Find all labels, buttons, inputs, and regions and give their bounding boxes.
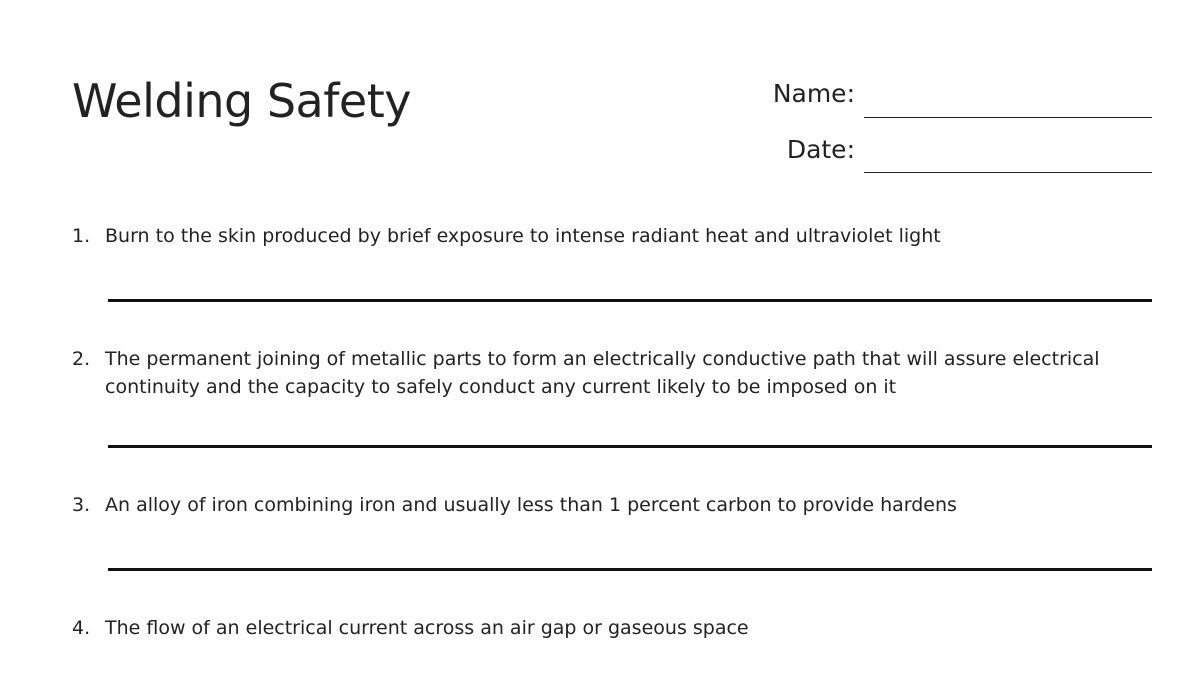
question-1 [72,222,1132,250]
answer-line-3[interactable] [108,568,1152,571]
answer-line-2[interactable] [108,445,1152,448]
date-label: Date: [786,135,855,164]
page-title: Welding Safety [72,74,411,128]
question-number: 3. [72,494,91,516]
date-label-wrap [700,135,855,167]
question-4 [72,614,1132,642]
name-label-wrap [700,79,855,111]
name-field[interactable] [864,117,1152,118]
question-3 [72,491,1132,519]
question-text: An alloy of iron combining iron and usually less than 1 percent carbon to provide hardens [105,494,957,516]
date-field[interactable] [864,172,1152,173]
question-2 [72,345,1132,401]
question-number: 4. [72,617,91,639]
name-label: Name: [772,79,855,108]
question-text: The flow of an electrical current across an air gap or gaseous space [105,617,749,639]
question-text: Burn to the skin produced by brief exposure to intense radiant heat and ultraviolet light [105,225,941,247]
question-number: 2. [72,348,91,370]
question-number: 1. [72,225,91,247]
question-text: The permanent joining of metallic parts to form an electrically conductive path that will assure electrical continuity and the capacity to safely conduct any current likely to be imposed on it [105,348,1100,398]
answer-line-1[interactable] [108,299,1152,302]
